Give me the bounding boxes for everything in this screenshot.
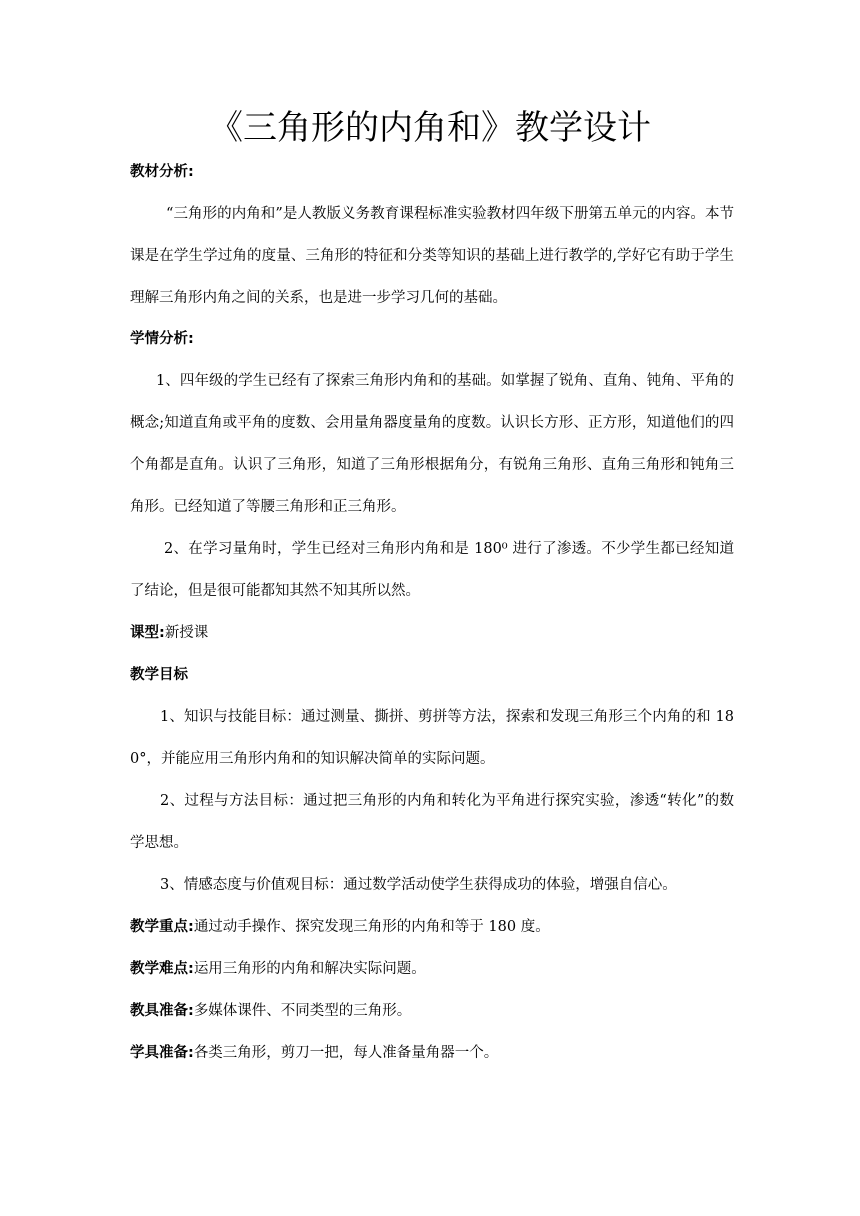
objectives-heading-line: [130, 654, 734, 696]
student-tools-label: 学具准备:: [130, 1045, 194, 1061]
material-analysis-text: “三角形的内角和”是人教版义务教育课程标准实验教材四年级下册第五单元的内容。本节课是在学生学过角的度量、三角形的特征和分类等知识的基础上进行教学的,学好它有助于学生理解三角形内角之间的关系，也是进一步学习几何的基础。: [130, 206, 734, 306]
student-tools-line: [130, 1032, 734, 1074]
lesson-type-line: [130, 612, 734, 654]
objective-item-3: 3、情感态度与价值观目标：通过数学活动使学生获得成功的体验，增强自信心。: [160, 877, 677, 893]
material-analysis-heading: 教材分析:: [130, 164, 194, 180]
difficulty-label: 教学难点:: [130, 961, 194, 977]
student-analysis-item-2: 2、在学习量角时，学生已经对三角形内角和是 180⁰ 进行了渗透。不少学生都已经知道了结论，但是很可能都知其然不知其所以然。: [130, 541, 734, 599]
teacher-tools-line: [130, 990, 734, 1032]
lesson-type-label: 课型:: [130, 625, 165, 641]
key-point-line: [130, 906, 734, 948]
student-analysis-heading: 学情分析:: [130, 331, 194, 347]
key-point-label: 教学重点:: [130, 919, 194, 935]
objective-item-1: 1、知识与技能目标：通过测量、撕拼、剪拼等方法，探索和发现三角形三个内角的和 180°，并能应用三角形内角和的知识解决简单的实际问题。: [130, 709, 734, 767]
difficulty-value: 运用三角形的内角和解决实际问题。: [193, 961, 426, 977]
key-point-value: 通过动手操作、探究发现三角形的内角和等于 180 度。: [193, 919, 550, 935]
student-tools-value: 各类三角形，剪刀一把，每人准备量角器一个。: [193, 1045, 499, 1061]
lesson-type-value: 新授课: [164, 625, 209, 641]
student-analysis-item-1: 1、四年级的学生已经有了探索三角形内角和的基础。如掌握了锐角、直角、钝角、平角的概念;知道直角或平角的度数、会用量角器度量角的度数。认识长方形、正方形，知道他们的四个角都是直角。认识了三角形，知道了三角形根据角分，有锐角三角形、直角三角形和钝角三角形。已经知道了等腰三角形和正三角形。: [130, 373, 734, 515]
document-title: 《三角形的内角和》教学设计: [209, 108, 651, 148]
difficulty-line: [130, 948, 734, 990]
teacher-tools-value: 多媒体课件、不同类型的三角形。: [193, 1003, 412, 1019]
objective-item-2: 2、过程与方法目标：通过把三角形的内角和转化为平角进行探究实验，渗透“转化”的数学思想。: [130, 793, 734, 851]
document-body: [130, 162, 734, 1074]
objectives-heading: 教学目标: [130, 667, 188, 683]
teacher-tools-label: 教具准备:: [130, 1003, 194, 1019]
